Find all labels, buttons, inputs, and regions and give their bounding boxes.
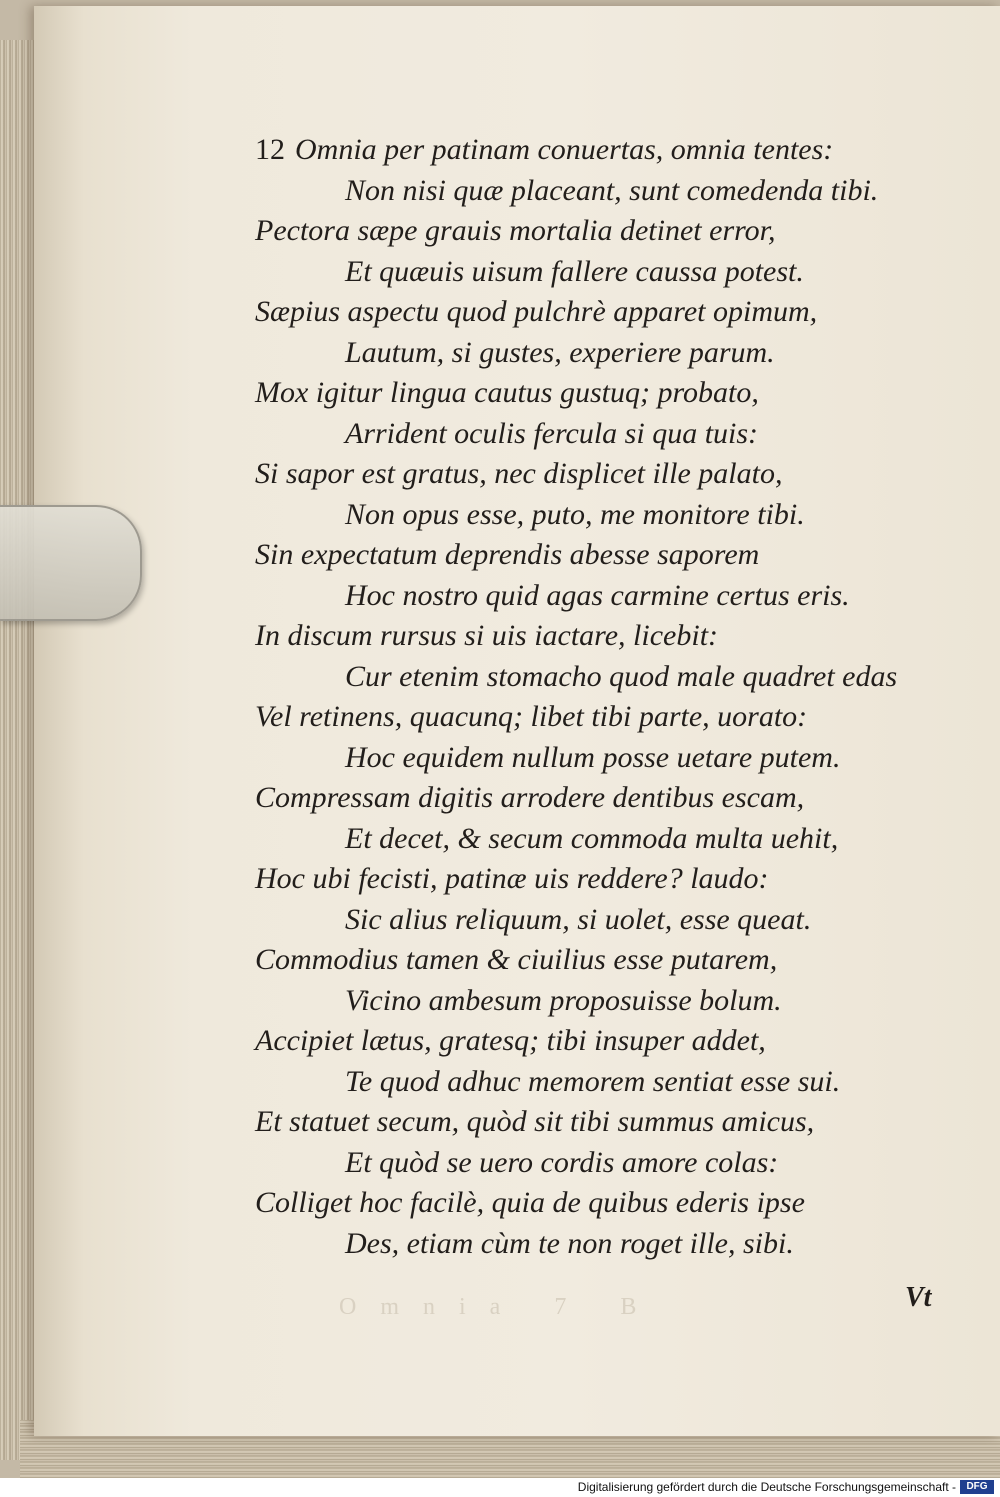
verse-line-text: In discum rursus si uis iactare, licebit: — [255, 619, 719, 652]
verse-line — [255, 1143, 955, 1184]
verse-line — [255, 1183, 955, 1224]
verse-line — [255, 1062, 955, 1103]
verse-line — [255, 981, 955, 1022]
verse-line — [255, 211, 955, 252]
verse-line — [255, 819, 955, 860]
verse-line — [255, 171, 955, 212]
verse-line-text: Te quod adhuc memorem sentiat esse sui. — [345, 1064, 841, 1098]
poem-text — [255, 130, 955, 1264]
verse-line-text: Et quòd se uero cordis amore colas: — [345, 1145, 779, 1179]
verse-line-text: Hoc nostro quid agas carmine certus eris. — [345, 578, 850, 612]
dfg-logo: DFG — [960, 1480, 994, 1494]
verse-line-text: Omnia per patinam conuertas, omnia tentes: — [295, 133, 834, 166]
verse-line-text: Cur etenim stomacho quod male quadret edas — [345, 659, 898, 693]
verse-line — [255, 454, 955, 495]
footer-bar — [0, 1478, 1000, 1497]
verse-line-text: Et quæuis uisum fallere caussa potest. — [345, 254, 804, 288]
verse-line-text: Mox igitur lingua cautus gustuq; probato, — [255, 376, 759, 409]
verse-line-text: Sæpius aspectu quod pulchrè apparet opimum, — [255, 295, 818, 328]
verse-line-text: Si sapor est gratus, nec displicet ille palato, — [255, 457, 783, 490]
verse-line — [255, 616, 955, 657]
verse-line — [255, 130, 955, 171]
verse-line-text: Hoc ubi fecisti, patinæ uis reddere? laudo: — [255, 862, 769, 895]
verse-line-text: Commodius tamen & ciuilius esse putarem, — [255, 943, 778, 976]
verse-line — [255, 900, 955, 941]
verse-line-text: Non nisi quæ placeant, sunt comedenda tibi. — [345, 173, 879, 207]
verse-line-text: Et decet, & secum commoda multa uehit, — [345, 821, 839, 855]
verse-line-text: Non opus esse, puto, me monitore tibi. — [345, 497, 805, 531]
page-clip — [0, 505, 142, 621]
verse-line — [255, 778, 955, 819]
verse-line — [255, 738, 955, 779]
verse-line — [255, 1224, 955, 1265]
verse-line-text: Arrident oculis fercula si qua tuis: — [345, 416, 759, 450]
verse-line-text: Sic alius reliquum, si uolet, esse queat. — [345, 902, 812, 936]
verse-line — [255, 535, 955, 576]
verse-line-text: Accipiet lætus, gratesq; tibi insuper addet, — [255, 1024, 766, 1057]
page-number: 12 — [255, 133, 285, 166]
verse-line-text: Colliget hoc facilè, quia de quibus ederis ipse — [255, 1186, 805, 1219]
verse-line-text: Et statuet secum, quòd sit tibi summus amicus, — [255, 1105, 815, 1138]
verse-line — [255, 495, 955, 536]
footer-text: Digitalisierung gefördert durch die Deutsche Forschungsgemeinschaft - — [577, 1480, 956, 1494]
verse-line — [255, 657, 955, 698]
verse-line — [255, 252, 955, 293]
verse-line — [255, 940, 955, 981]
verse-line-text: Hoc equidem nullum posse uetare putem. — [345, 740, 841, 774]
verse-line-text: Lautum, si gustes, experiere parum. — [345, 335, 775, 369]
verse-line — [255, 414, 955, 455]
verse-line-text: Vel retinens, quacunq; libet tibi parte, uorato: — [255, 700, 808, 733]
verse-line — [255, 859, 955, 900]
show-through-text: Omnia 7 B — [339, 1294, 661, 1320]
verse-line — [255, 373, 955, 414]
verse-line-text: Sin expectatum deprendis abesse saporem — [255, 538, 760, 571]
verse-line — [255, 292, 955, 333]
verse-line-text: Vicino ambesum proposuisse bolum. — [345, 983, 782, 1017]
verse-line — [255, 333, 955, 374]
verse-line — [255, 697, 955, 738]
verse-line-text: Compressam digitis arrodere dentibus escam, — [255, 781, 805, 814]
catchword: Vt — [905, 1282, 932, 1313]
verse-line-text: Des, etiam cùm te non roget ille, sibi. — [345, 1226, 794, 1260]
verse-line — [255, 1021, 955, 1062]
verse-line — [255, 1102, 955, 1143]
verse-line — [255, 576, 955, 617]
verse-line-text: Pectora sæpe grauis mortalia detinet error, — [255, 214, 776, 247]
